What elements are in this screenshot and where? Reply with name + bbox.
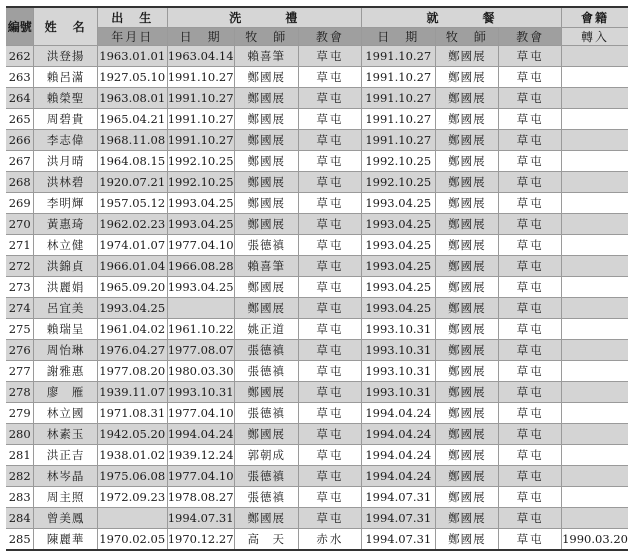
cell-birth-date: 1968.11.08 [97,130,167,151]
cell-baptism-church: 草屯 [298,151,361,172]
cell-communion-date: 1993.04.25 [361,214,435,235]
cell-transfer-in [562,67,628,88]
cell-baptism-church: 草屯 [298,277,361,298]
cell-communion-church: 草屯 [499,67,562,88]
cell-name: 洪正吉 [34,445,97,466]
cell-baptism-pastor: 鄭國展 [234,382,298,403]
cell-transfer-in [562,214,628,235]
cell-communion-pastor: 鄭國展 [435,508,498,529]
header-group-row [6,7,628,28]
cell-name: 賴榮聖 [34,88,97,109]
cell-transfer-in [562,319,628,340]
cell-transfer-in [562,193,628,214]
header-communion: 就 餐 [361,7,561,28]
cell-name: 洪月晴 [34,151,97,172]
cell-name: 周主照 [34,487,97,508]
cell-number: 275 [6,319,34,340]
cell-baptism-pastor: 鄭國展 [234,298,298,319]
cell-communion-date: 1994.07.31 [361,487,435,508]
cell-birth-date: 1938.01.02 [97,445,167,466]
cell-baptism-pastor: 賴喜筆 [234,46,298,67]
header-baptism-pastor: 牧 師 [234,28,298,46]
cell-transfer-in [562,88,628,109]
cell-communion-date: 1994.04.24 [361,403,435,424]
cell-baptism-date: 1977.04.10 [167,466,234,487]
cell-transfer-in [562,172,628,193]
cell-birth-date: 1963.08.01 [97,88,167,109]
cell-communion-date: 1993.10.31 [361,319,435,340]
cell-transfer-in [562,403,628,424]
cell-name: 廖 雁 [34,382,97,403]
cell-communion-pastor: 鄭國展 [435,529,498,551]
cell-baptism-date: 1939.12.24 [167,445,234,466]
cell-number: 271 [6,235,34,256]
header-baptism-date: 日 期 [167,28,234,46]
cell-communion-church: 草屯 [499,424,562,445]
cell-transfer-in [562,361,628,382]
cell-name: 賴呂滿 [34,67,97,88]
cell-baptism-church: 草屯 [298,88,361,109]
cell-communion-pastor: 鄭國展 [435,88,498,109]
table-row [6,529,628,551]
cell-birth-date: 1927.05.10 [97,67,167,88]
cell-baptism-pastor: 鄭國展 [234,508,298,529]
cell-number: 267 [6,151,34,172]
table-row [6,88,628,109]
cell-baptism-church: 草屯 [298,256,361,277]
cell-transfer-in [562,130,628,151]
cell-name: 呂宜美 [34,298,97,319]
cell-communion-church: 草屯 [499,109,562,130]
cell-communion-pastor: 鄭國展 [435,235,498,256]
cell-transfer-in [562,298,628,319]
cell-communion-church: 草屯 [499,193,562,214]
cell-transfer-in [562,508,628,529]
cell-transfer-in [562,277,628,298]
cell-communion-date: 1993.10.31 [361,382,435,403]
cell-communion-pastor: 鄭國展 [435,424,498,445]
cell-communion-date: 1994.04.24 [361,424,435,445]
cell-birth-date: 1939.11.07 [97,382,167,403]
cell-baptism-date: 1991.10.27 [167,130,234,151]
table-row [6,277,628,298]
cell-communion-date: 1993.04.25 [361,193,435,214]
cell-baptism-pastor: 張德禛 [234,466,298,487]
table-row [6,508,628,529]
cell-baptism-church: 草屯 [298,403,361,424]
cell-baptism-pastor: 鄭國展 [234,67,298,88]
cell-birth-date: 1977.08.20 [97,361,167,382]
cell-communion-date: 1994.04.24 [361,466,435,487]
cell-number: 274 [6,298,34,319]
cell-communion-date: 1994.07.31 [361,529,435,551]
cell-communion-church: 草屯 [499,319,562,340]
cell-baptism-church: 草屯 [298,340,361,361]
cell-communion-church: 草屯 [499,235,562,256]
cell-communion-date: 1993.10.31 [361,340,435,361]
cell-baptism-date: 1977.08.07 [167,340,234,361]
cell-birth-date: 1975.06.08 [97,466,167,487]
header-birth: 出 生 [97,7,167,28]
cell-name: 賴瑞呈 [34,319,97,340]
cell-birth-date: 1965.04.21 [97,109,167,130]
cell-communion-date: 1993.04.25 [361,256,435,277]
cell-communion-pastor: 鄭國展 [435,403,498,424]
header-birth-date: 年月日 [97,28,167,46]
cell-baptism-pastor: 姚正道 [234,319,298,340]
cell-baptism-church: 草屯 [298,508,361,529]
cell-name: 洪登揚 [34,46,97,67]
cell-transfer-in [562,340,628,361]
cell-number: 266 [6,130,34,151]
cell-number: 262 [6,46,34,67]
cell-baptism-pastor: 鄭國展 [234,193,298,214]
cell-name: 林素玉 [34,424,97,445]
table-row [6,445,628,466]
cell-baptism-church: 赤水 [298,529,361,551]
cell-communion-pastor: 鄭國展 [435,109,498,130]
cell-baptism-date: 1991.10.27 [167,109,234,130]
cell-number: 283 [6,487,34,508]
cell-communion-date: 1993.10.31 [361,361,435,382]
cell-name: 周碧貴 [34,109,97,130]
cell-communion-pastor: 鄭國展 [435,382,498,403]
cell-number: 278 [6,382,34,403]
cell-number: 270 [6,214,34,235]
cell-communion-date: 1992.10.25 [361,172,435,193]
cell-communion-church: 草屯 [499,298,562,319]
cell-name: 陳麗華 [34,529,97,551]
cell-communion-pastor: 鄭國展 [435,151,498,172]
cell-communion-church: 草屯 [499,340,562,361]
cell-number: 282 [6,466,34,487]
cell-baptism-date: 1961.10.22 [167,319,234,340]
cell-baptism-pastor: 鄭國展 [234,151,298,172]
cell-transfer-in [562,424,628,445]
table-row [6,424,628,445]
cell-number: 265 [6,109,34,130]
header-name: 姓 名 [34,7,97,46]
table-row [6,256,628,277]
cell-communion-date: 1991.10.27 [361,88,435,109]
cell-transfer-in [562,256,628,277]
table-row [6,130,628,151]
cell-baptism-pastor: 張德禛 [234,235,298,256]
cell-number: 280 [6,424,34,445]
cell-transfer-in [562,109,628,130]
table-row [6,361,628,382]
cell-communion-church: 草屯 [499,130,562,151]
cell-communion-church: 草屯 [499,529,562,551]
header-communion-pastor: 牧 師 [435,28,498,46]
cell-number: 284 [6,508,34,529]
cell-baptism-date: 1993.04.25 [167,193,234,214]
cell-communion-pastor: 鄭國展 [435,340,498,361]
cell-communion-church: 草屯 [499,151,562,172]
cell-communion-date: 1994.04.24 [361,445,435,466]
cell-baptism-church: 草屯 [298,235,361,256]
table-row [6,214,628,235]
cell-baptism-date: 1993.04.25 [167,214,234,235]
table-row [6,298,628,319]
table-row [6,319,628,340]
cell-baptism-church: 草屯 [298,46,361,67]
cell-transfer-in [562,487,628,508]
cell-baptism-church: 草屯 [298,172,361,193]
cell-baptism-church: 草屯 [298,361,361,382]
header-baptism: 洗 禮 [167,7,361,28]
cell-number: 281 [6,445,34,466]
cell-communion-pastor: 鄭國展 [435,319,498,340]
cell-name: 李明輝 [34,193,97,214]
cell-number: 276 [6,340,34,361]
cell-baptism-church: 草屯 [298,193,361,214]
cell-baptism-pastor: 賴喜筆 [234,256,298,277]
cell-birth-date: 1961.04.02 [97,319,167,340]
cell-transfer-in [562,382,628,403]
cell-baptism-date [167,298,234,319]
header-baptism-church: 教會 [298,28,361,46]
table-row [6,466,628,487]
cell-communion-church: 草屯 [499,403,562,424]
cell-number: 277 [6,361,34,382]
cell-baptism-date: 1977.04.10 [167,235,234,256]
cell-number: 279 [6,403,34,424]
cell-communion-date: 1993.04.25 [361,298,435,319]
table-header [6,7,628,46]
cell-baptism-date: 1970.12.27 [167,529,234,551]
cell-birth-date: 1942.05.20 [97,424,167,445]
cell-baptism-date: 1993.10.31 [167,382,234,403]
cell-name: 曾美鳳 [34,508,97,529]
cell-number: 272 [6,256,34,277]
cell-baptism-pastor: 高 天 [234,529,298,551]
cell-name: 洪麗娟 [34,277,97,298]
cell-baptism-church: 草屯 [298,67,361,88]
cell-baptism-church: 草屯 [298,298,361,319]
cell-baptism-date: 1993.04.25 [167,277,234,298]
cell-baptism-church: 草屯 [298,319,361,340]
cell-number: 285 [6,529,34,551]
cell-baptism-date: 1980.03.30 [167,361,234,382]
cell-communion-church: 草屯 [499,46,562,67]
cell-baptism-date: 1994.04.24 [167,424,234,445]
table-row [6,193,628,214]
cell-baptism-church: 草屯 [298,424,361,445]
header-transfer-in: 轉入 [562,28,628,46]
cell-baptism-pastor: 鄭國展 [234,109,298,130]
cell-communion-church: 草屯 [499,445,562,466]
cell-birth-date: 1993.04.25 [97,298,167,319]
table-row [6,46,628,67]
table-row [6,67,628,88]
cell-baptism-date: 1992.10.25 [167,172,234,193]
header-sub-row [6,28,628,46]
cell-communion-pastor: 鄭國展 [435,277,498,298]
cell-number: 268 [6,172,34,193]
table-row [6,172,628,193]
cell-number: 273 [6,277,34,298]
cell-name: 黃惠琦 [34,214,97,235]
table-row [6,151,628,172]
cell-baptism-pastor: 張德禛 [234,361,298,382]
header-communion-church: 教會 [499,28,562,46]
cell-communion-church: 草屯 [499,361,562,382]
cell-communion-church: 草屯 [499,88,562,109]
cell-communion-pastor: 鄭國展 [435,193,498,214]
cell-communion-date: 1991.10.27 [361,109,435,130]
table-row [6,487,628,508]
cell-name: 林立健 [34,235,97,256]
cell-transfer-in [562,466,628,487]
cell-baptism-pastor: 鄭國展 [234,424,298,445]
cell-birth-date: 1972.09.23 [97,487,167,508]
cell-number: 263 [6,67,34,88]
cell-name: 洪林碧 [34,172,97,193]
cell-baptism-church: 草屯 [298,487,361,508]
cell-communion-pastor: 鄭國展 [435,172,498,193]
cell-baptism-pastor: 張德禛 [234,340,298,361]
table-row [6,235,628,256]
cell-transfer-in: 1990.03.20 [562,529,628,551]
cell-communion-pastor: 鄭國展 [435,466,498,487]
cell-communion-church: 草屯 [499,466,562,487]
cell-baptism-date: 1977.04.10 [167,403,234,424]
cell-communion-date: 1993.04.25 [361,235,435,256]
cell-baptism-church: 草屯 [298,466,361,487]
cell-communion-pastor: 鄭國展 [435,46,498,67]
cell-communion-date: 1994.07.31 [361,508,435,529]
cell-birth-date [97,508,167,529]
header-number: 編號 [6,7,34,46]
header-membership: 會籍 [562,7,628,28]
cell-transfer-in [562,46,628,67]
cell-transfer-in [562,151,628,172]
cell-transfer-in [562,445,628,466]
cell-baptism-pastor: 張德禛 [234,487,298,508]
cell-baptism-pastor: 鄭國展 [234,172,298,193]
cell-birth-date: 1964.08.15 [97,151,167,172]
cell-baptism-date: 1994.07.31 [167,508,234,529]
cell-name: 林立國 [34,403,97,424]
cell-communion-pastor: 鄭國展 [435,298,498,319]
cell-communion-pastor: 鄭國展 [435,487,498,508]
cell-transfer-in [562,235,628,256]
cell-communion-date: 1993.04.25 [361,277,435,298]
cell-communion-pastor: 鄭國展 [435,256,498,277]
cell-number: 269 [6,193,34,214]
cell-communion-date: 1991.10.27 [361,46,435,67]
cell-birth-date: 1957.05.12 [97,193,167,214]
cell-baptism-date: 1991.10.27 [167,67,234,88]
cell-baptism-pastor: 鄭國展 [234,88,298,109]
cell-communion-pastor: 鄭國展 [435,361,498,382]
cell-baptism-date: 1991.10.27 [167,88,234,109]
cell-baptism-church: 草屯 [298,214,361,235]
cell-communion-date: 1991.10.27 [361,67,435,88]
cell-baptism-church: 草屯 [298,109,361,130]
table-row [6,340,628,361]
cell-communion-church: 草屯 [499,487,562,508]
cell-baptism-date: 1978.08.27 [167,487,234,508]
cell-number: 264 [6,88,34,109]
cell-communion-pastor: 鄭國展 [435,130,498,151]
cell-birth-date: 1965.09.20 [97,277,167,298]
cell-name: 林岑晶 [34,466,97,487]
cell-baptism-church: 草屯 [298,382,361,403]
cell-communion-pastor: 鄭國展 [435,445,498,466]
cell-communion-date: 1992.10.25 [361,151,435,172]
cell-baptism-pastor: 張德禛 [234,403,298,424]
cell-birth-date: 1970.02.05 [97,529,167,551]
cell-baptism-date: 1963.04.14 [167,46,234,67]
cell-name: 洪錦貞 [34,256,97,277]
header-communion-date: 日 期 [361,28,435,46]
cell-name: 周怡琳 [34,340,97,361]
cell-communion-pastor: 鄭國展 [435,67,498,88]
table-row [6,382,628,403]
cell-baptism-church: 草屯 [298,130,361,151]
cell-baptism-date: 1966.08.28 [167,256,234,277]
table-row [6,109,628,130]
cell-communion-church: 草屯 [499,277,562,298]
cell-communion-church: 草屯 [499,256,562,277]
cell-birth-date: 1974.01.07 [97,235,167,256]
cell-baptism-pastor: 郭朝成 [234,445,298,466]
cell-communion-pastor: 鄭國展 [435,214,498,235]
cell-baptism-pastor: 鄭國展 [234,214,298,235]
cell-communion-church: 草屯 [499,508,562,529]
cell-communion-church: 草屯 [499,172,562,193]
cell-communion-church: 草屯 [499,214,562,235]
cell-birth-date: 1966.01.04 [97,256,167,277]
table-body [6,46,628,551]
cell-birth-date: 1976.04.27 [97,340,167,361]
cell-baptism-church: 草屯 [298,445,361,466]
cell-name: 謝雅惠 [34,361,97,382]
cell-baptism-date: 1992.10.25 [167,151,234,172]
cell-name: 李志偉 [34,130,97,151]
cell-baptism-pastor: 鄭國展 [234,277,298,298]
cell-communion-church: 草屯 [499,382,562,403]
cell-communion-date: 1991.10.27 [361,130,435,151]
cell-birth-date: 1963.01.01 [97,46,167,67]
cell-birth-date: 1920.07.21 [97,172,167,193]
table-row [6,403,628,424]
cell-baptism-pastor: 鄭國展 [234,130,298,151]
cell-birth-date: 1962.02.23 [97,214,167,235]
membership-register-table [6,6,628,551]
cell-birth-date: 1971.08.31 [97,403,167,424]
